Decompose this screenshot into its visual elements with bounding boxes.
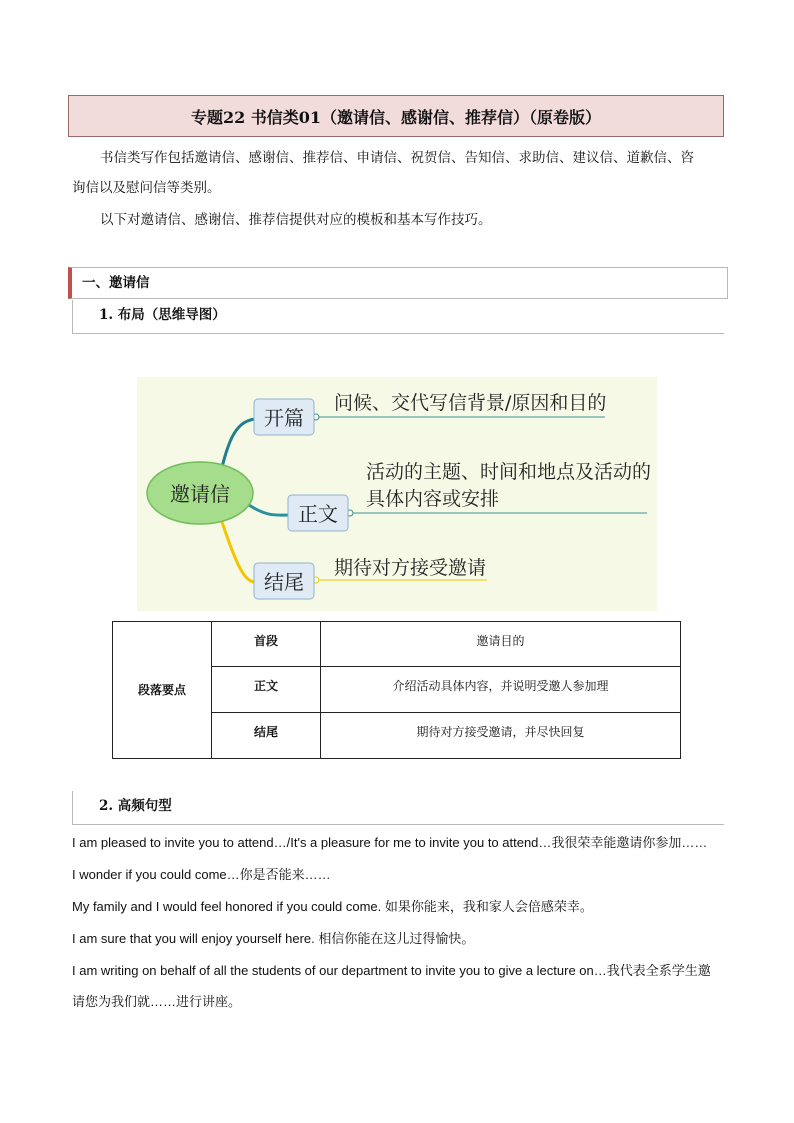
subheading-layout: 1. 布局（思维导图） <box>72 300 724 334</box>
box-ending-label: 结尾 <box>264 570 304 594</box>
table-value: 邀请目的 <box>321 622 681 667</box>
paragraph-points-table <box>112 621 681 759</box>
sentence-5-cont: 请您为我们就……进行讲座。 <box>72 994 242 1009</box>
center-label: 邀请信 <box>170 482 230 506</box>
document-title: 专题22 书信类01（邀请信、感谢信、推荐信）（原卷版） <box>68 95 724 137</box>
sentence-1: I am pleased to invite you to attend…/It's a pleasure for me to invite you to attend…我很荣幸能邀请你参加…… <box>72 835 708 850</box>
table-key: 正文 <box>212 667 321 713</box>
table-value: 介绍活动具体内容，并说明受邀人参加理 <box>321 667 681 713</box>
sentence-3: My family and I would feel honored if you could come. 如果你能来，我和家人会倍感荣幸。 <box>72 899 593 914</box>
branch-line-ending <box>222 522 255 582</box>
mind-map <box>137 377 657 611</box>
mind-map-graphic <box>137 377 657 611</box>
branch-text-body-2: 具体内容或安排 <box>366 488 500 510</box>
branch-text-ending: 期待对方接受邀请 <box>334 557 487 579</box>
intro-line-2: 询信以及慰问信等类别。 <box>72 180 221 196</box>
table-key: 结尾 <box>212 713 321 759</box>
table-row <box>113 622 681 667</box>
box-body-label: 正文 <box>298 502 338 526</box>
box-opening-label: 开篇 <box>264 406 304 430</box>
row-header: 段落要点 <box>113 622 212 759</box>
sentence-2: I wonder if you could come…你是否能来…… <box>72 867 331 882</box>
table-key: 首段 <box>212 622 321 667</box>
sentence-5: I am writing on behalf of all the students of our department to invite you to give a lecture on…我代表全系学生邀 <box>72 963 711 978</box>
subheading-high-frequency: 2. 高频句型 <box>72 791 724 825</box>
section-heading-invitation: 一、邀请信 <box>68 267 728 299</box>
sentence-4: I am sure that you will enjoy yourself here. 相信你能在这儿过得愉快。 <box>72 931 475 946</box>
branch-text-opening: 问候、交代写信背景/原因和目的 <box>334 392 607 414</box>
branch-text-body-1: 活动的主题、时间和地点及活动的 <box>366 461 652 483</box>
branch-line-body <box>249 505 289 515</box>
intro-paragraph-2: 以下对邀请信、感谢信、推荐信提供对应的模板和基本写作技巧。 <box>100 212 492 228</box>
intro-line-1: 书信类写作包括邀请信、感谢信、推荐信、申请信、祝贺信、告知信、求助信、建议信、道歉信、咨 <box>100 150 694 166</box>
table-value: 期待对方接受邀请，并尽快回复 <box>321 713 681 759</box>
